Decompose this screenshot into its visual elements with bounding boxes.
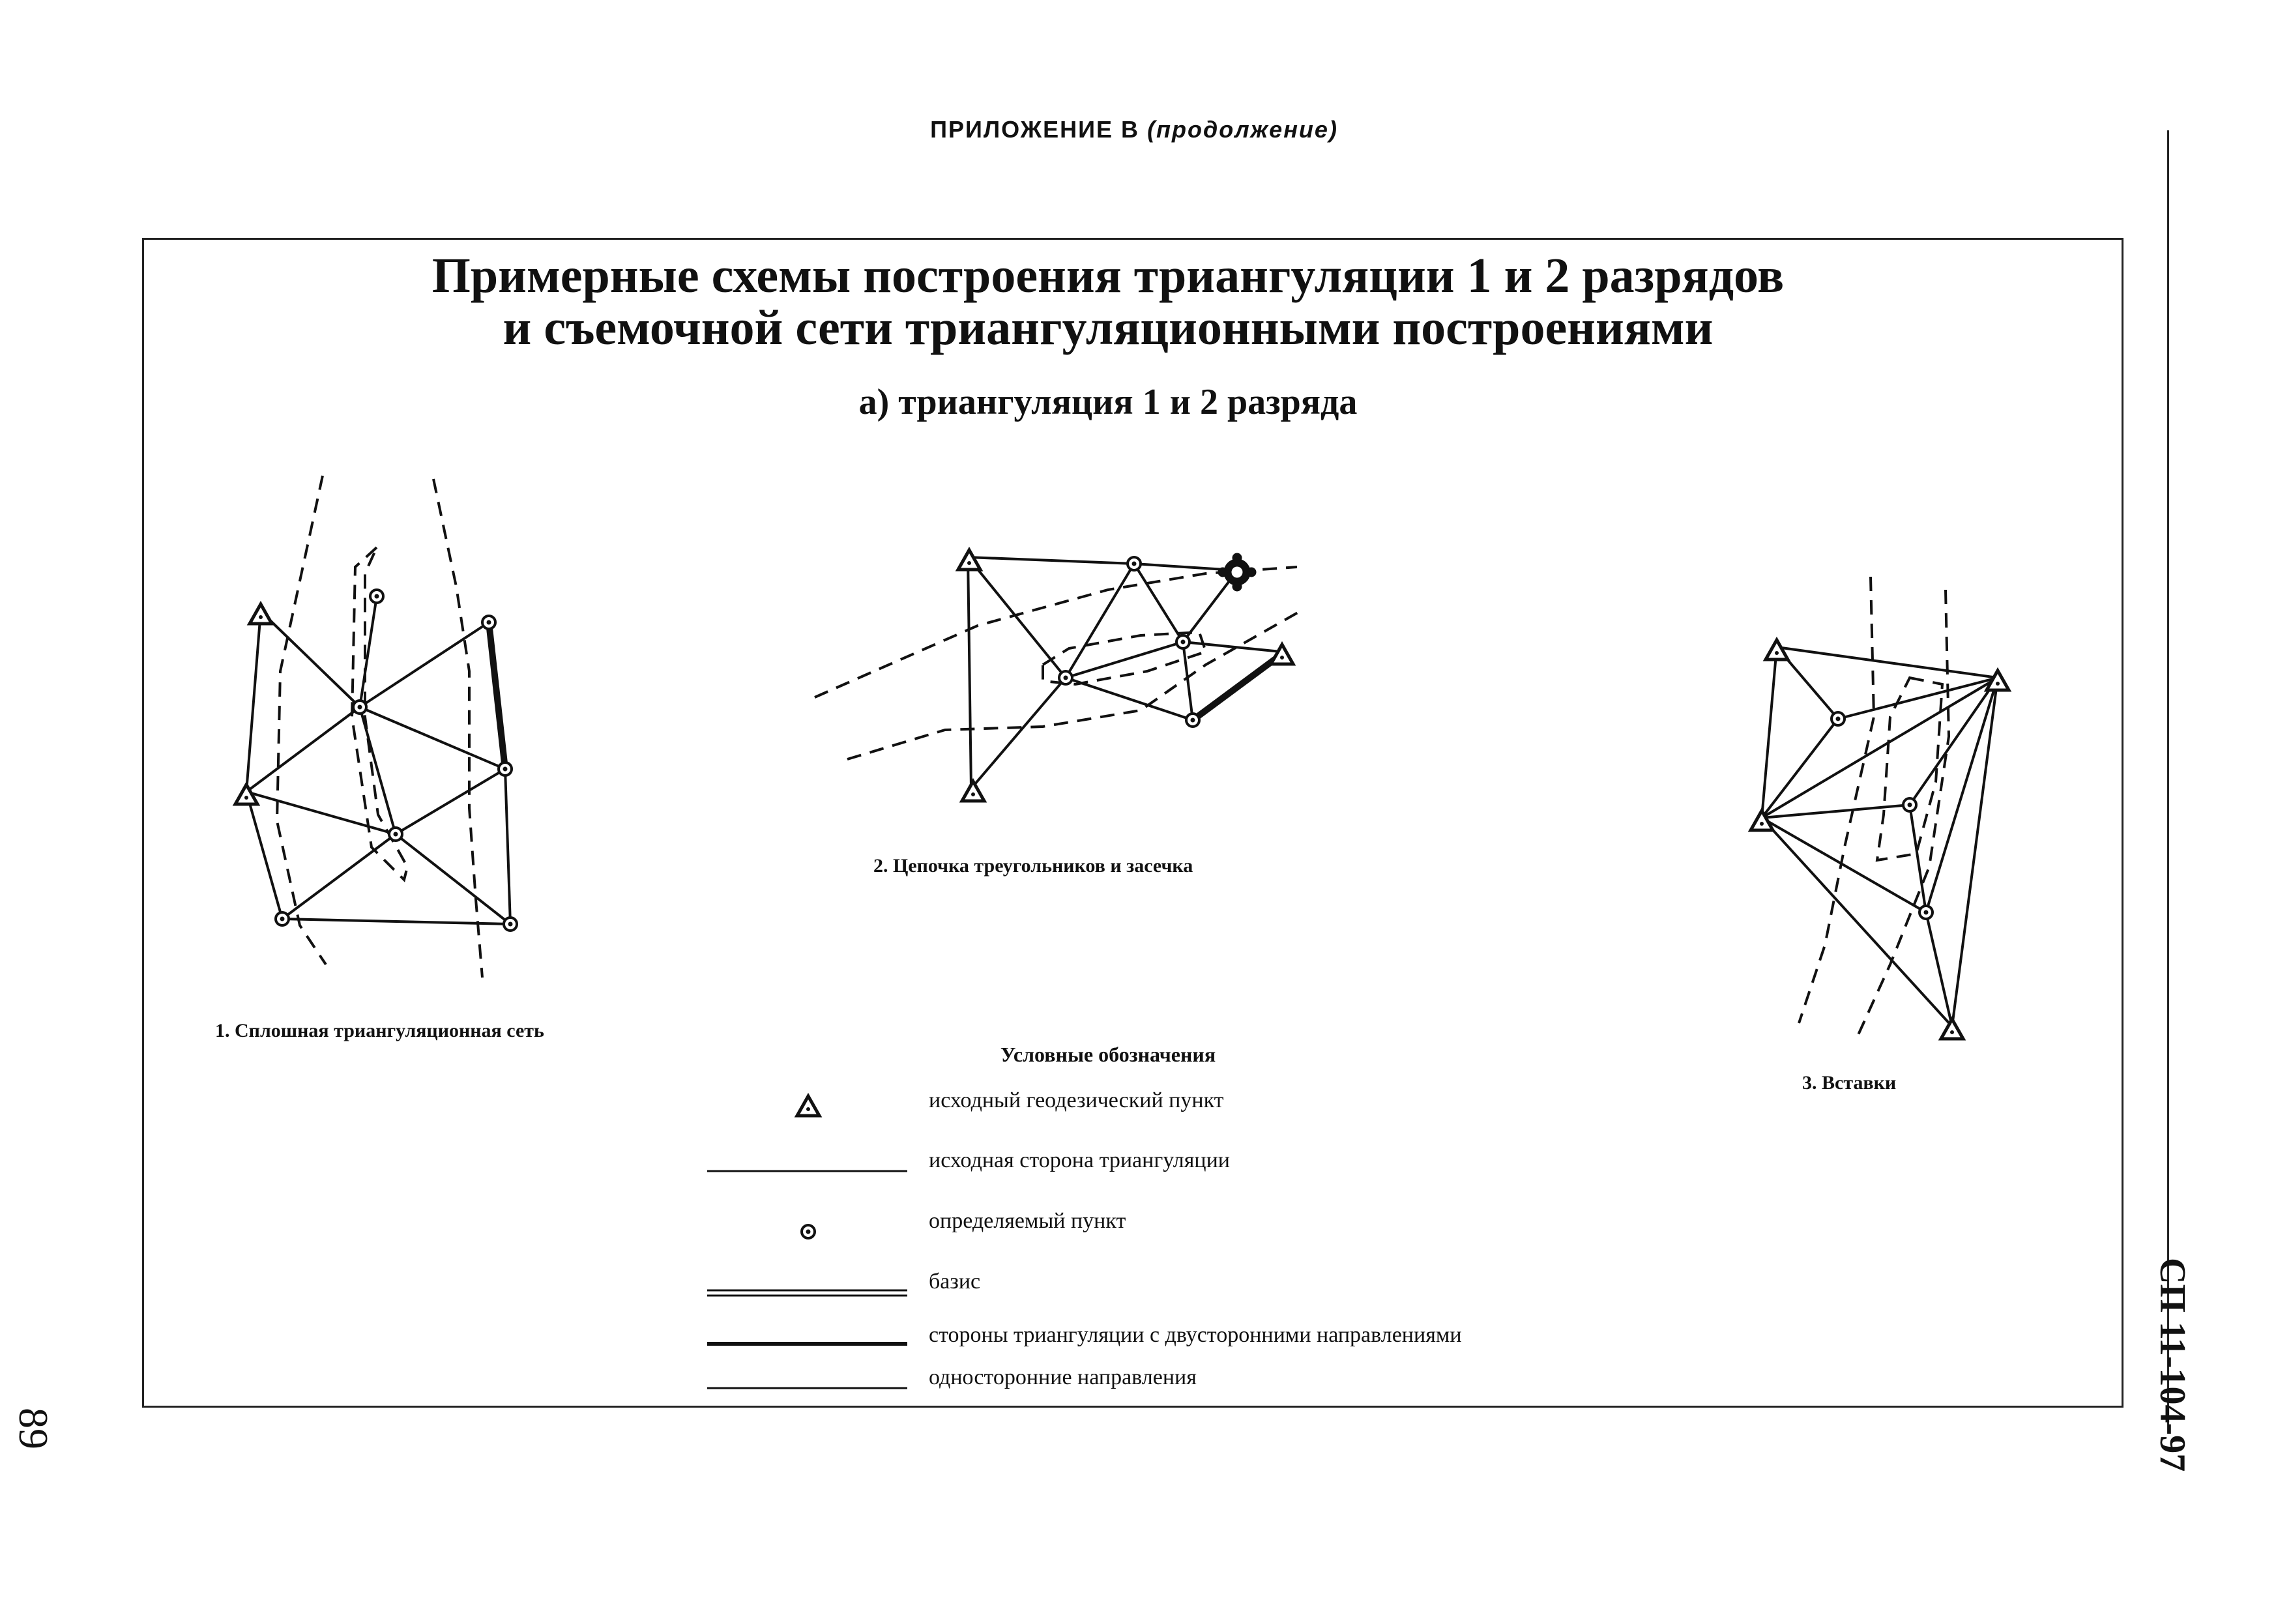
scheme-3-caption: 3. Вставки [1802,1072,1897,1094]
determined-point-icon [1059,671,1072,684]
source-point-icon [1941,1019,1963,1039]
determined-point-icon [276,912,289,925]
determined-point-icon [482,616,495,629]
scheme-2-caption: 2. Цепочка треугольников и засечка [873,855,1193,877]
determined-point-icon [370,590,383,603]
source-point-icon [958,550,980,570]
circle-dot-icon [802,1225,815,1238]
legend-item-determined-point: определяемый пункт [929,1209,1126,1233]
determined-point-icon [353,701,366,714]
subtitle: а) триангуляция 1 и 2 разряда [858,382,1358,422]
determined-point-icon [1128,557,1141,570]
source-point-icon [250,604,272,624]
scheme-3-diagram [1751,577,2009,1039]
determined-point-icon [1903,798,1916,811]
legend-symbols [707,1096,907,1388]
determined-point-icon [1176,635,1189,648]
triangle-icon [797,1096,819,1116]
source-point-icon [1766,640,1788,660]
legend-item-source-point: исходный геодезический пункт [929,1088,1224,1112]
legend-item-basis: базис [929,1269,981,1294]
title-line-2: и съемочной сети триангуляционными построениями [503,300,1714,355]
page-number: 89 [10,1408,57,1449]
legend-item-one-way: односторонние направления [929,1365,1197,1389]
determined-point-icon [1186,714,1199,727]
determined-point-icon [499,762,512,776]
legend-item-source-side: исходная сторона триангуляции [929,1148,1230,1172]
resection-point-icon [1218,553,1256,591]
scheme-1-diagram [235,476,517,978]
determined-point-icon [504,918,517,931]
determined-point-icon [389,828,402,841]
source-point-icon [1271,645,1293,664]
document-code: СП 11-104-97 [2152,1258,2193,1472]
determined-point-icon [1831,712,1845,725]
header-italic: (продолжение) [1147,116,1338,143]
title-line-1: Примерные схемы построения триангуляции 1 и 2 разрядов [431,248,1785,303]
legend-item-two-way: стороны триангуляции с двусторонними направлениями [929,1323,1462,1347]
header-main: ПРИЛОЖЕНИЕ В [930,116,1140,143]
scheme-1-caption: 1. Сплошная триангуляционная сеть [215,1020,544,1041]
source-point-icon [962,781,984,801]
determined-point-icon [1919,906,1933,919]
scheme-2-diagram [815,550,1304,801]
legend-title: Условные обозначения [1000,1043,1216,1066]
